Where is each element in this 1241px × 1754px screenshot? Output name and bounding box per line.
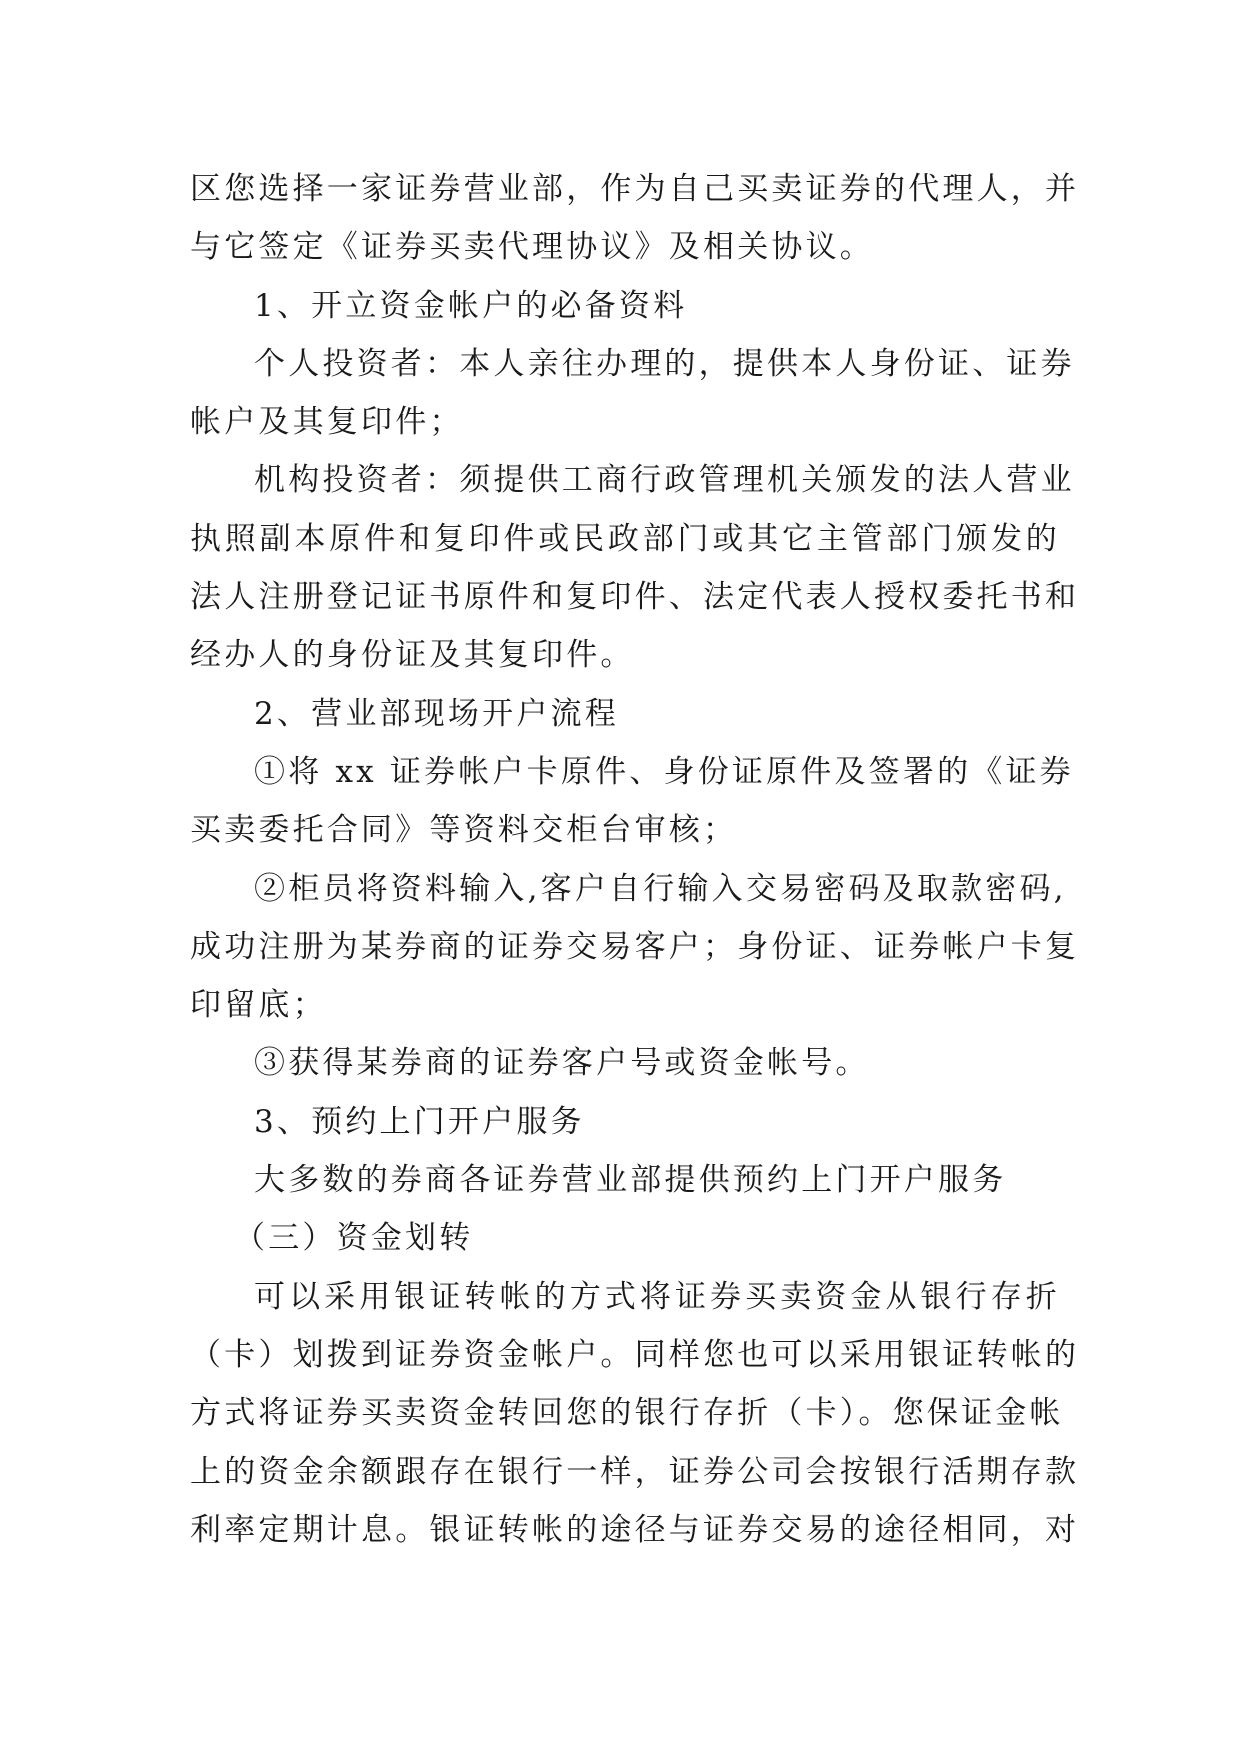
paragraph-line: 区您选择一家证券营业部，作为自己买卖证券的代理人，并 xyxy=(190,171,1080,207)
paragraph-line: 个人投资者：本人亲往办理的，提供本人身份证、证券 xyxy=(254,345,1075,382)
paragraph-line: 可以采用银证转帐的方式将证券买卖资金从银行存折 xyxy=(254,1278,1060,1315)
paragraph-line: 机构投资者：须提供工商行政管理机关颁发的法人营业 xyxy=(254,462,1075,499)
paragraph-line: 执照副本原件和复印件或民政部门或其它主管部门颁发的 xyxy=(190,520,1060,557)
paragraph-line: 经办人的身份证及其复印件。 xyxy=(190,637,635,674)
paragraph-line: ①将 xx 证券帐户卡原件、身份证原件及签署的《证券 xyxy=(254,753,1074,790)
paragraph-line: 成功注册为某券商的证券交易客户；身份证、证券帐户卡复 xyxy=(190,928,1080,965)
paragraph-line: ②柜员将资料输入,客户自行输入交易密码及取款密码, xyxy=(254,870,1067,907)
section-heading: （三）资金划转 xyxy=(234,1220,474,1257)
body-text xyxy=(190,160,1080,1559)
paragraph-line: 大多数的券商各证券营业部提供预约上门开户服务 xyxy=(254,1162,1007,1199)
section-heading: 1、开立资金帐户的必备资料 xyxy=(254,287,688,324)
paragraph-line: 买卖委托合同》等资料交柜台审核； xyxy=(190,812,738,849)
paragraph-line: ③获得某券商的证券客户号或资金帐号。 xyxy=(254,1045,870,1082)
section-heading: 2、营业部现场开户流程 xyxy=(254,695,619,732)
paragraph-line: 帐户及其复印件； xyxy=(190,404,464,441)
paragraph-line: （卡）划拨到证券资金帐户。同样您也可以采用银证转帐的 xyxy=(190,1336,1080,1373)
paragraph-line: 与它签定《证券买卖代理协议》及相关协议。 xyxy=(190,229,874,266)
paragraph-line: 印留底； xyxy=(190,987,327,1024)
paragraph-line: 方式将证券买卖资金转回您的银行存折（卡）。您保证金帐 xyxy=(190,1395,1064,1432)
section-heading: 3、预约上门开户服务 xyxy=(254,1103,585,1140)
paragraph-line: 利率定期计息。银证转帐的途径与证券交易的途径相同，对 xyxy=(190,1511,1080,1548)
paragraph-line: 法人注册登记证书原件和复印件、法定代表人授权委托书和 xyxy=(190,579,1080,616)
paragraph-line: 上的资金余额跟存在银行一样，证券公司会按银行活期存款 xyxy=(190,1453,1080,1490)
